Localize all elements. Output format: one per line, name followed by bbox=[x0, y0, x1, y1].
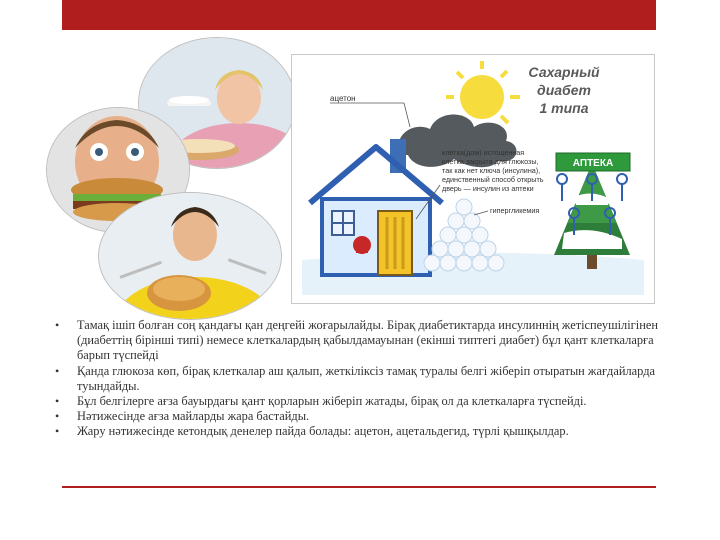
diagram-title-line-2: диабет bbox=[537, 82, 591, 98]
cell-note-line-1: клетка(дом) истощенная bbox=[442, 148, 525, 157]
cell-note-line-3: так как нет ключа (инсулина), bbox=[442, 166, 541, 175]
cell-note-line-5: дверь — инсулин из аптеки bbox=[442, 184, 534, 193]
diagram-title-line-1: Сахарный bbox=[528, 64, 600, 80]
list-item-text: Нәтижесінде ағза майларды жара бастайды. bbox=[77, 409, 310, 424]
list-item bbox=[55, 424, 665, 439]
list-item-text: Қанда глюкоза көп, бірақ клеткалар аш қалып, жеткіліксіз тамақ туралы белгі жіберіп отыратын жағдайларда туындайды. bbox=[77, 363, 656, 393]
cell-note-line-4: единственный способ открыть bbox=[442, 175, 544, 184]
list-item bbox=[55, 409, 665, 424]
list-item bbox=[55, 394, 665, 409]
bullet-glyph: • bbox=[55, 409, 60, 424]
list-item-text: Бұл белгілерге ағза бауырдағы қант қорларын жіберіп жатады, бірақ ол да клеткаларға түспейді. bbox=[77, 394, 587, 409]
cell-note-line-2: клетка закрыта для глюкозы, bbox=[442, 157, 539, 166]
bullet-glyph: • bbox=[55, 318, 60, 332]
list-item-text: Тамақ ішіп болған соң қандағы қан деңгейі жоғарылайды. Бірақ диабетиктарда инсулиннің жетіспеушілігінен (диабеттің бірінші типі) немесе клеткалардың қабылдамауынан (екінші типтегі диабет) бұл қант клеткаларға барып түспейді bbox=[77, 318, 658, 363]
bullet-glyph: • bbox=[55, 394, 60, 409]
hyperglycemia-label: гипергликемия bbox=[490, 206, 540, 215]
diagram-title-line-3: 1 типа bbox=[539, 100, 589, 116]
diagram-illustration bbox=[292, 55, 654, 303]
photo-man-chicken bbox=[98, 192, 282, 320]
bullet-glyph: • bbox=[55, 424, 60, 439]
top-accent-bar bbox=[62, 0, 656, 30]
list-item-text: Жару нәтижесінде кетондық денелер пайда болады: ацетон, ацетальдегид, түрлі қышқылдар. bbox=[77, 424, 569, 439]
bottom-rule bbox=[62, 486, 656, 488]
pharmacy-sign bbox=[556, 153, 630, 171]
diabetes-type1-diagram bbox=[291, 54, 655, 304]
explanation-bullet-list bbox=[55, 318, 665, 440]
list-item bbox=[55, 364, 665, 394]
list-item bbox=[55, 318, 665, 364]
acetone-label: ацетон bbox=[330, 94, 356, 103]
pharmacy-label: АПТЕКА bbox=[572, 158, 614, 169]
bullet-glyph: • bbox=[55, 363, 60, 378]
